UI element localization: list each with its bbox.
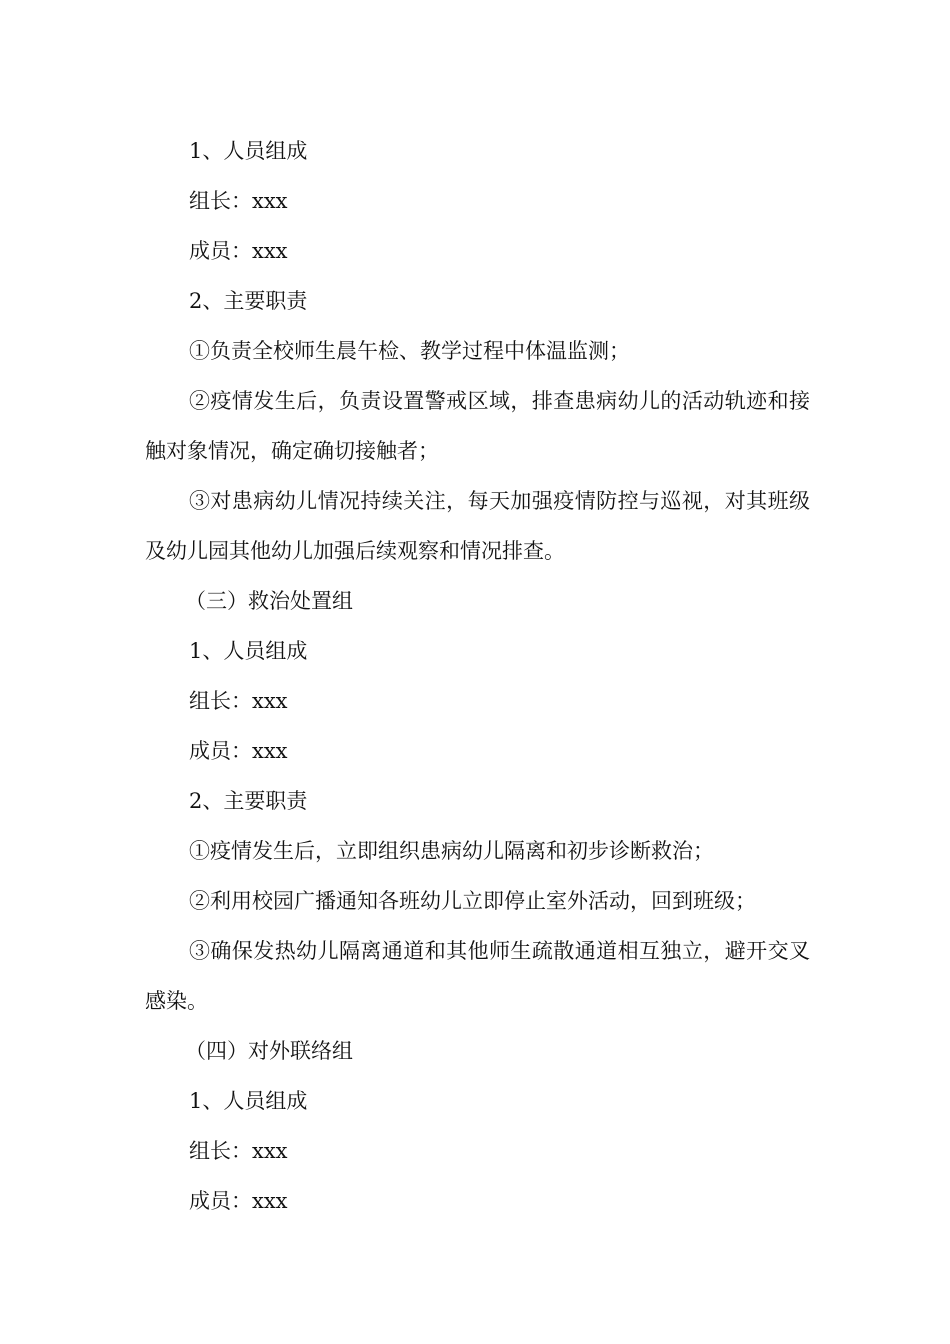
document-body — [145, 126, 810, 1226]
duty-item: ③确保发热幼儿隔离通道和其他师生疏散通道相互独立，避开交叉感染。 — [145, 939, 810, 1013]
members-line: 成员：xxx — [189, 1189, 288, 1213]
group-heading: （三）救治处置组 — [185, 589, 353, 613]
section-item-heading: 1、人员组成 — [189, 639, 308, 663]
duty-item: ②疫情发生后，负责设置警戒区域，排查患病幼儿的活动轨迹和接触对象情况，确定确切接触者； — [145, 389, 810, 463]
section-item-heading: 1、人员组成 — [189, 1089, 308, 1113]
duty-item: ③对患病幼儿情况持续关注，每天加强疫情防控与巡视，对其班级及幼儿园其他幼儿加强后续观察和情况排查。 — [145, 489, 810, 563]
members-line: 成员：xxx — [189, 739, 288, 763]
members-line: 成员：xxx — [189, 239, 288, 263]
section-item-heading: 2、主要职责 — [189, 789, 308, 813]
duty-item: ②利用校园广播通知各班幼儿立即停止室外活动，回到班级； — [189, 889, 756, 913]
group-heading: （四）对外联络组 — [185, 1039, 353, 1063]
leader-line: 组长：xxx — [189, 189, 288, 213]
section-item-heading: 1、人员组成 — [189, 139, 308, 163]
leader-line: 组长：xxx — [189, 1139, 288, 1163]
section-item-heading: 2、主要职责 — [189, 289, 308, 313]
duty-item: ①负责全校师生晨午检、教学过程中体温监测； — [189, 339, 630, 363]
leader-line: 组长：xxx — [189, 689, 288, 713]
duty-item: ①疫情发生后，立即组织患病幼儿隔离和初步诊断救治； — [189, 839, 714, 863]
